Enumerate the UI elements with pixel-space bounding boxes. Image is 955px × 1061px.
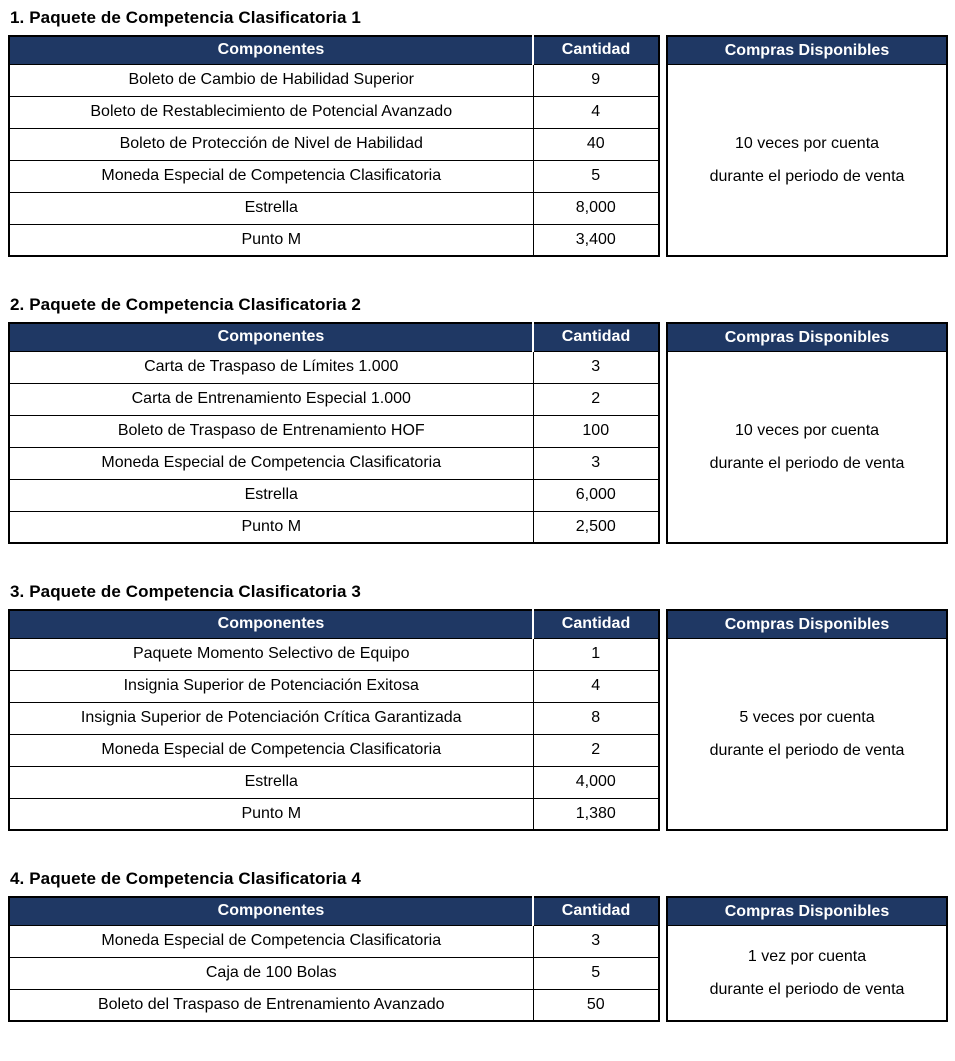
purchase-limit-cell: [668, 639, 946, 829]
table-row: [9, 957, 659, 989]
purchases-available-box: [666, 35, 948, 257]
quantity-cell: 5: [533, 957, 659, 989]
header-row: [9, 897, 659, 925]
component-name-cell: Moneda Especial de Competencia Clasificatoria: [9, 447, 533, 479]
column-header-componentes: Componentes: [9, 323, 533, 351]
quantity-cell: 50: [533, 989, 659, 1021]
package-table: [8, 322, 948, 544]
package-title: 3. Paquete de Competencia Clasificatoria 3: [10, 582, 361, 601]
package-section: [8, 295, 948, 544]
purchase-limit-line-1: 1 vez por cuenta: [747, 948, 867, 965]
purchase-limit-cell: [668, 926, 946, 1020]
quantity-cell: 1,380: [533, 798, 659, 830]
package-section: [8, 8, 948, 257]
package-section: [8, 582, 948, 831]
column-header-componentes: Componentes: [9, 36, 533, 64]
purchase-limit-line-1: 5 veces por cuenta: [739, 709, 875, 726]
purchase-limit-cell: [668, 65, 946, 255]
table-row: [9, 351, 659, 383]
column-header-componentes: Componentes: [9, 897, 533, 925]
table-row: [9, 798, 659, 830]
component-name-cell: Punto M: [9, 798, 533, 830]
quantity-cell: 4,000: [533, 766, 659, 798]
packages-list: [8, 8, 948, 1022]
component-name-cell: Paquete Momento Selectivo de Equipo: [9, 638, 533, 670]
quantity-cell: 40: [533, 128, 659, 160]
column-header-compras-disponibles: Compras Disponibles: [668, 611, 946, 639]
table-row: [9, 734, 659, 766]
table-row: [9, 702, 659, 734]
components-table: [8, 609, 660, 831]
table-row: [9, 670, 659, 702]
header-row: [9, 323, 659, 351]
component-name-cell: Punto M: [9, 224, 533, 256]
component-name-cell: Boleto de Traspaso de Entrenamiento HOF: [9, 415, 533, 447]
quantity-cell: 100: [533, 415, 659, 447]
quantity-cell: 3: [533, 351, 659, 383]
column-header-componentes: Componentes: [9, 610, 533, 638]
component-name-cell: Estrella: [9, 192, 533, 224]
components-table: [8, 322, 660, 544]
header-row: [9, 610, 659, 638]
table-row: [9, 766, 659, 798]
table-row: [9, 383, 659, 415]
component-name-cell: Moneda Especial de Competencia Clasificatoria: [9, 734, 533, 766]
quantity-cell: 5: [533, 160, 659, 192]
table-row: [9, 160, 659, 192]
purchase-limit-line-2: durante el periodo de venta: [709, 455, 905, 472]
column-header-compras-disponibles: Compras Disponibles: [668, 37, 946, 65]
component-name-cell: Carta de Traspaso de Límites 1.000: [9, 351, 533, 383]
quantity-cell: 3: [533, 925, 659, 957]
table-row: [9, 511, 659, 543]
package-section: [8, 869, 948, 1022]
purchase-limit-cell: [668, 352, 946, 542]
component-name-cell: Carta de Entrenamiento Especial 1.000: [9, 383, 533, 415]
component-name-cell: Boleto del Traspaso de Entrenamiento Avanzado: [9, 989, 533, 1021]
quantity-cell: 2: [533, 383, 659, 415]
component-name-cell: Punto M: [9, 511, 533, 543]
quantity-cell: 4: [533, 670, 659, 702]
quantity-cell: 1: [533, 638, 659, 670]
purchases-available-box: [666, 896, 948, 1022]
table-row: [9, 415, 659, 447]
table-row: [9, 64, 659, 96]
header-row: [9, 36, 659, 64]
purchase-limit-line-2: durante el periodo de venta: [709, 981, 905, 998]
column-header-cantidad: Cantidad: [533, 897, 659, 925]
quantity-cell: 3: [533, 447, 659, 479]
quantity-cell: 8,000: [533, 192, 659, 224]
component-name-cell: Moneda Especial de Competencia Clasificatoria: [9, 925, 533, 957]
table-row: [9, 925, 659, 957]
purchases-available-box: [666, 609, 948, 831]
purchase-limit-line-1: 10 veces por cuenta: [734, 422, 880, 439]
column-header-compras-disponibles: Compras Disponibles: [668, 898, 946, 926]
component-name-cell: Boleto de Restablecimiento de Potencial Avanzado: [9, 96, 533, 128]
purchase-limit-line-1: 10 veces por cuenta: [734, 135, 880, 152]
quantity-cell: 8: [533, 702, 659, 734]
component-name-cell: Boleto de Protección de Nivel de Habilidad: [9, 128, 533, 160]
table-row: [9, 638, 659, 670]
column-header-cantidad: Cantidad: [533, 323, 659, 351]
table-row: [9, 128, 659, 160]
column-header-cantidad: Cantidad: [533, 610, 659, 638]
component-name-cell: Estrella: [9, 479, 533, 511]
purchase-limit-line-2: durante el periodo de venta: [709, 168, 905, 185]
package-table: [8, 609, 948, 831]
quantity-cell: 6,000: [533, 479, 659, 511]
purchases-available-box: [666, 322, 948, 544]
column-header-compras-disponibles: Compras Disponibles: [668, 324, 946, 352]
component-name-cell: Moneda Especial de Competencia Clasificatoria: [9, 160, 533, 192]
component-name-cell: Estrella: [9, 766, 533, 798]
purchase-limit-line-2: durante el periodo de venta: [709, 742, 905, 759]
components-table: [8, 896, 660, 1022]
quantity-cell: 2,500: [533, 511, 659, 543]
component-name-cell: Caja de 100 Bolas: [9, 957, 533, 989]
component-name-cell: Insignia Superior de Potenciación Crítica Garantizada: [9, 702, 533, 734]
component-name-cell: Insignia Superior de Potenciación Exitosa: [9, 670, 533, 702]
table-row: [9, 224, 659, 256]
package-title: 2. Paquete de Competencia Clasificatoria 2: [10, 295, 361, 314]
table-row: [9, 192, 659, 224]
package-table: [8, 35, 948, 257]
package-title: 4. Paquete de Competencia Clasificatoria 4: [10, 869, 361, 888]
package-title: 1. Paquete de Competencia Clasificatoria 1: [10, 8, 361, 27]
table-row: [9, 989, 659, 1021]
table-row: [9, 96, 659, 128]
quantity-cell: 4: [533, 96, 659, 128]
table-row: [9, 447, 659, 479]
quantity-cell: 9: [533, 64, 659, 96]
column-header-cantidad: Cantidad: [533, 36, 659, 64]
quantity-cell: 3,400: [533, 224, 659, 256]
components-table: [8, 35, 660, 257]
quantity-cell: 2: [533, 734, 659, 766]
package-table: [8, 896, 948, 1022]
component-name-cell: Boleto de Cambio de Habilidad Superior: [9, 64, 533, 96]
table-row: [9, 479, 659, 511]
